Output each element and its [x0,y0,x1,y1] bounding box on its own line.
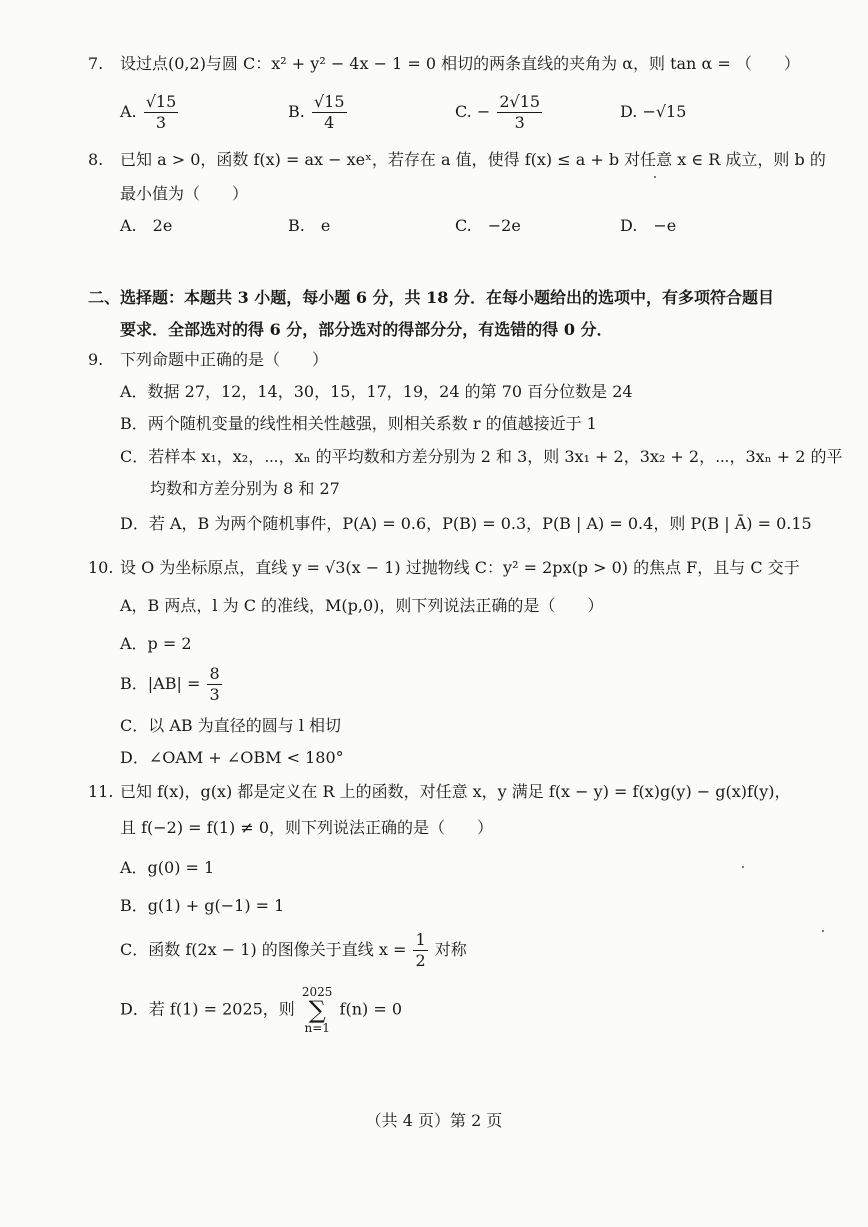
q11-stem-line2: 且 f(−2) = f(1) ≠ 0，则下列说法正确的是（ ） [120,818,494,837]
q10-option-b[interactable] [120,664,224,705]
q9-stem: 下列命题中正确的是（ ） [120,350,329,369]
q10-stem-line2: A，B 两点，l 为 C 的准线，M(p,0)，则下列说法正确的是（ ） [120,596,604,615]
q7-option-c-numerator: 2√15 [499,92,541,111]
section2-header-line1: 二、选择题：本题共 3 小题，每小题 6 分，共 18 分．在每小题给出的选项中，有多项符合题目 [88,288,774,307]
q7-option-a[interactable] [120,92,180,133]
q11-option-d-summation [302,986,333,1034]
q8-number: 8. [88,150,104,169]
page-footer: （共 4 页）第 2 页 [365,1111,503,1130]
q10-option-b-label: B．|AB| = [120,674,201,693]
q9-option-b[interactable]: B．两个随机变量的线性相关性越强，则相关系数 r 的值越接近于 1 [120,414,597,433]
q7-number: 7. [88,54,104,73]
q7-option-d[interactable] [620,100,686,124]
q7-option-c-label: C. [455,102,472,121]
q7-option-d-value: −√15 [642,102,687,121]
q9-option-c-line2: 均数和方差分别为 8 和 27 [150,479,340,498]
q11-option-c-suffix: 对称 [434,940,467,959]
scan-speck [822,930,824,932]
q8-stem-line2: 最小值为（ ） [120,184,249,203]
q7-option-c-denominator: 3 [514,113,525,132]
q9-option-d[interactable]: D．若 A，B 为两个随机事件，P(A) = 0.6，P(B) = 0.3，P(B | A) = 0.4，则 P(B | Ā) = 0.15 [120,514,812,533]
q11-option-c[interactable] [120,930,467,971]
q7-option-a-label: A. [120,102,137,121]
q7-option-c[interactable] [455,92,544,133]
q10-number: 10. [88,558,114,577]
q11-option-d[interactable] [120,986,402,1034]
q8-option-c[interactable]: C. −2e [455,216,521,235]
q7-option-b-denominator: 4 [324,113,335,132]
q9-option-c-line1[interactable]: C．若样本 x₁，x₂，⋯，xₙ 的平均数和方差分别为 2 和 3，则 3x₁ + 2，3x₂ + 2，⋯，3xₙ + 2 的平 [120,447,843,466]
q7-option-a-numerator: √15 [145,92,177,111]
scan-speck [742,866,744,868]
q11-option-c-numerator: 1 [415,930,426,949]
section2-header-line2: 要求．全部选对的得 6 分，部分选对的得部分分，有选错的得 0 分． [120,320,613,339]
q8-option-a[interactable]: A. 2e [120,216,173,235]
q10-option-a[interactable]: A．p = 2 [120,634,192,653]
q11-option-d-suffix: f(n) = 0 [339,999,403,1019]
q7-option-a-denominator: 3 [155,113,167,132]
q11-option-b[interactable]: B．g(1) + g(−1) = 1 [120,896,285,915]
q11-option-d-prefix: D．若 f(1) = 2025，则 [120,999,295,1019]
q8-stem-line1: 已知 a > 0，函数 f(x) = ax − xeˣ，若存在 a 值，使得 f(x) ≤ a + b 对任意 x ∈ R 成立，则 b 的 [120,150,826,169]
q11-option-d-sigma-symbol: ∑ [308,996,326,1024]
q8-option-b[interactable]: B. e [288,216,331,235]
q7-option-b-fraction [312,92,347,133]
q7-option-b[interactable] [288,92,349,133]
q11-number: 11. [88,782,114,801]
q7-option-c-sign: − [476,102,491,121]
scan-speck [654,176,656,178]
q11-option-d-sum-lower: n=1 [304,1021,330,1035]
q10-option-d[interactable]: D．∠OAM + ∠OBM < 180° [120,748,344,767]
q11-stem-line1: 已知 f(x)，g(x) 都是定义在 R 上的函数，对任意 x，y 满足 f(x − y) = f(x)g(y) − g(x)f(y)， [120,782,791,801]
q10-option-b-numerator: 8 [209,664,220,683]
q9-number: 9. [88,350,104,369]
q11-option-d-sum-upper: 2025 [301,985,333,999]
q10-option-b-fraction [207,664,221,705]
q11-option-c-denominator: 2 [415,951,426,970]
q7-option-a-fraction [144,92,179,133]
q8-option-d[interactable]: D. −e [620,216,677,235]
q7-option-d-label: D. [620,102,638,121]
q11-option-c-prefix: C．函数 f(2x − 1) 的图像关于直线 x = [120,940,407,959]
q7-option-b-label: B. [288,102,305,121]
q10-option-b-denominator: 3 [209,685,220,704]
q7-stem: 设过点(0,2)与圆 C：x² + y² − 4x − 1 = 0 相切的两条直线的夹角为 α，则 tan α = （ ） [120,54,800,73]
q7-option-b-numerator: √15 [313,92,345,111]
q10-stem-line1: 设 O 为坐标原点，直线 y = √3(x − 1) 过抛物线 C：y² = 2px(p > 0) 的焦点 F，且与 C 交于 [120,558,800,577]
q11-option-a[interactable]: A．g(0) = 1 [120,858,215,877]
q7-option-c-fraction [497,92,542,133]
q10-option-c[interactable]: C．以 AB 为直径的圆与 l 相切 [120,716,342,735]
q11-option-c-fraction [413,930,427,971]
q9-option-a[interactable]: A．数据 27，12，14，30，15，17，19，24 的第 70 百分位数是 24 [120,382,633,401]
